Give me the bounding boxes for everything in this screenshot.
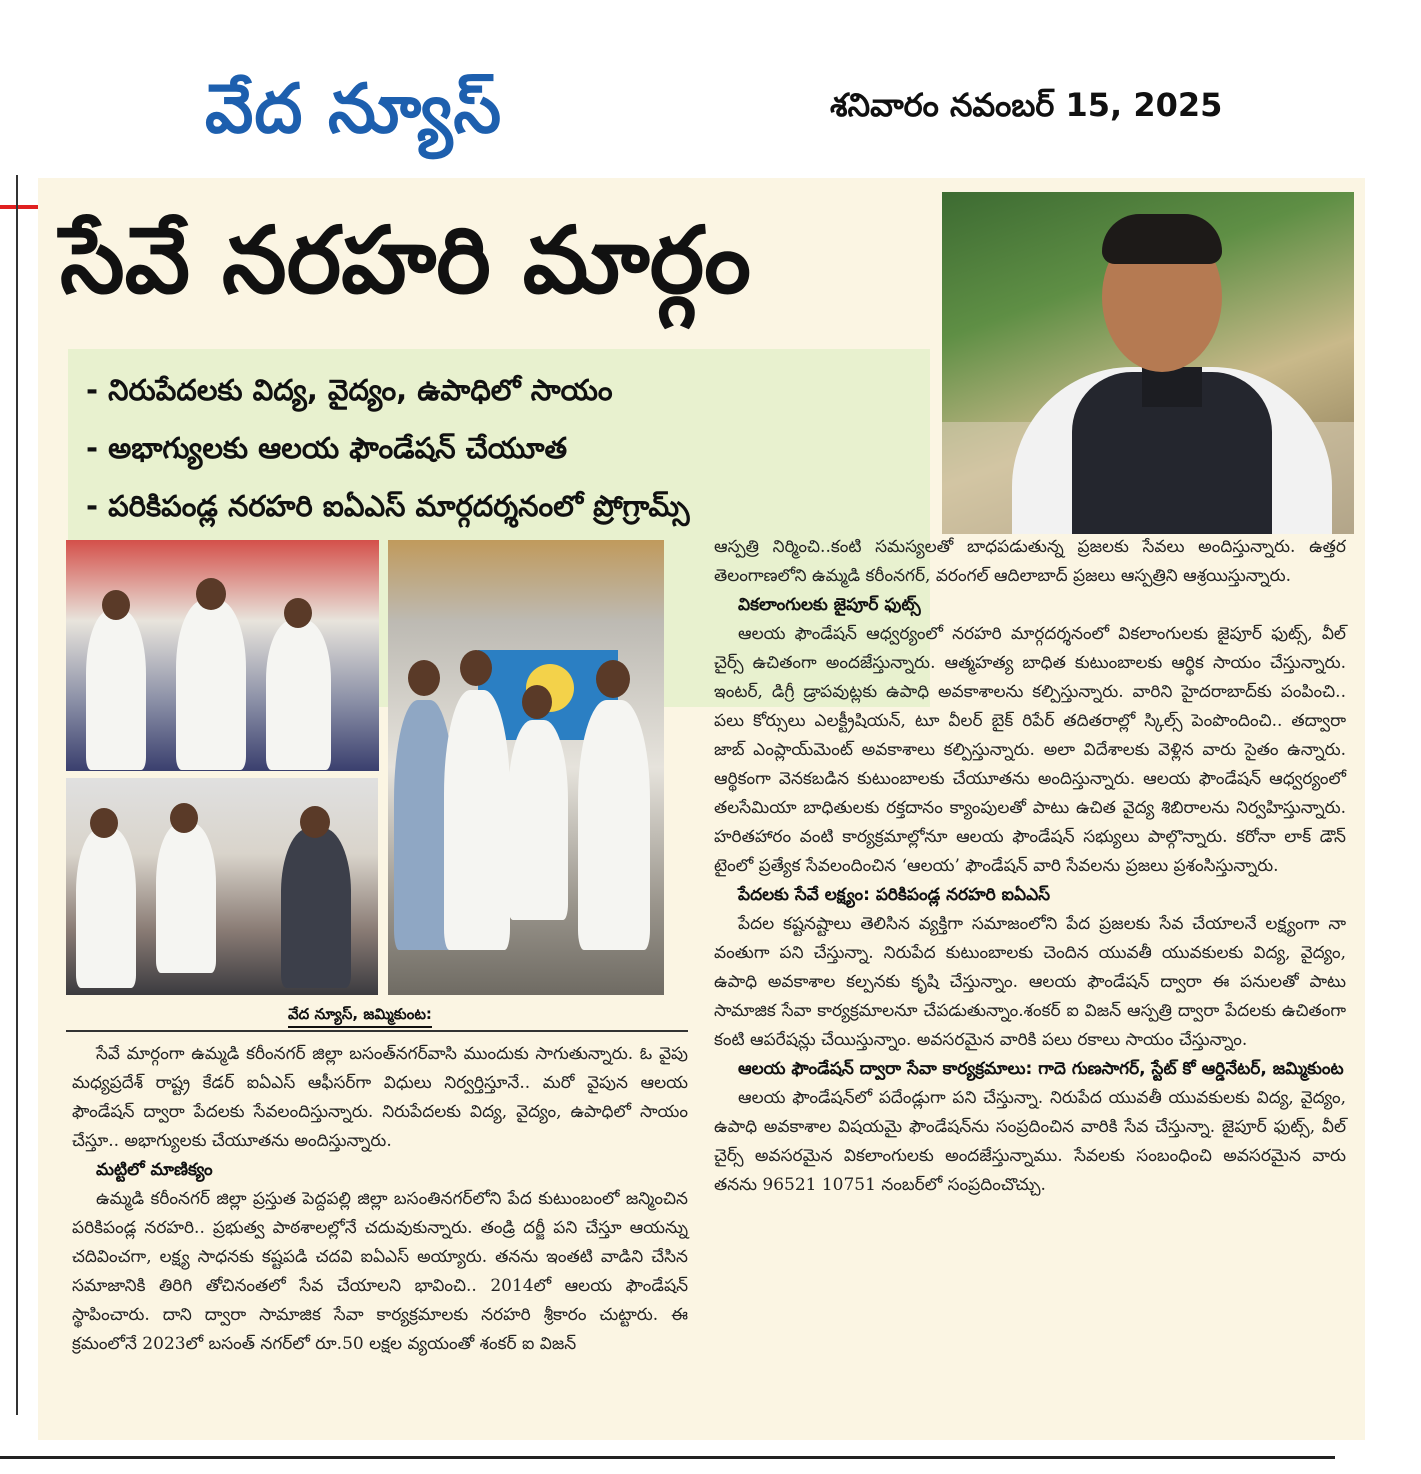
subhead: - అభాగ్యులకు ఆలయ ఫౌండేషన్ చేయూత: [86, 431, 568, 465]
newspaper-title: వేద న్యూస్: [205, 70, 503, 149]
body-paragraph: ఉమ్మడి కరీంనగర్ జిల్లా ప్రస్తుత పెద్దపల్లి జిల్లా బసంతినగర్‌లోని పేద కుటుంబంలో జన్మించిన పరికిపండ్ల నరహరి.. ప్రభుత్వ పాఠశాలల్లోనే చదువుకున్నారు. తండ్రి దర్జీ పని చేస్తూ ఆయన్ను చదివించగా, లక్ష్య సాధనకు కష్టపడి చదవి ఐఏఎస్ అయ్యారు. తనను ఇంతటి వాడిని చేసిన సమాజానికి తిరిగి తోచినంతలో సేవ చేయాలని భావించి.. 2014లో ఆలయ ఫౌండేషన్ స్థాపించారు. దాని ద్వారా సామాజిక సేవా కార్యక్రమాలకు నరహరి శ్రీకారం చుట్టారు. ఈ క్రమంలోనే 2023లో బసంత్ నగర్‌లో రూ.50 లక్షల వ్యయంతో శంకర్ ఐ విజన్: [72, 1189, 688, 1354]
event-photo-prosthetics: [66, 540, 379, 771]
body-paragraph: పేదల కష్టనష్టాలు తెలిసిన వ్యక్తిగా సమాజంలోని పేద ప్రజలకు సేవ చేయాలనే లక్ష్యంగా నా వంతుగా పని చేస్తున్నా. నిరుపేద కుటుంబాలకు చెందిన యువతీ యువకులకు విద్య, వైద్యం, ఉపాధి అవకాశాల కల్పనకు కృషి చేస్తున్నాం. ఆలయ ఫౌండేషన్ ద్వారా ఈ పనులతో పాటు సామాజిక సేవా కార్యక్రమాలనూ చేపడుతున్నాం.శంకర్ ఐ విజన్ ఆస్పత్రి ద్వారా పేదలకు ఉచితంగా కంటి ఆపరేషన్లు చేయిస్తున్నాం. అవసరమైన వారికి పలు రకాలు సాయం చేస్తున్నాం.: [714, 914, 1346, 1050]
event-photo-wheelchairs: [66, 778, 378, 995]
article-headline: సేవే నరహరి మార్గం: [60, 207, 751, 314]
right-column: [714, 533, 1346, 1200]
section-heading: ఆలయ ఫౌండేషన్ ద్వారా సేవా కార్యక్రమాలు: గాదె గుణసాగర్, స్టేట్ కో ఆర్డినేటర్, జమ్మికుంట: [738, 1059, 1344, 1079]
article: [38, 178, 1365, 1440]
section-heading: పేదలకు సేవే లక్ష్యం: పరికిపండ్ల నరహరి ఐఏఎస్: [738, 885, 1051, 905]
body-paragraph: ఆస్పత్రి నిర్మించి..కంటి సమస్యలతో బాధపడుతున్న ప్రజలకు సేవలు అందిస్తున్నారు. ఉత్తర తెలంగాణలోని ఉమ్మడి కరీంనగర్, వరంగల్ ఆదిలాబాద్ ప్రజలు ఆస్పత్రిని ఆశ్రయిస్తున్నారు.: [714, 537, 1346, 586]
body-paragraph: ఆలయ ఫౌండేషన్ ఆధ్వర్యంలో నరహరి మార్గదర్శనంలో వికలాంగులకు జైపూర్ ఫుట్స్, వీల్ చైర్స్ ఉచితంగా అందజేస్తున్నారు. ఆత్మహత్య బాధిత కుటుంబాలకు ఆర్థిక సాయం చేస్తున్నారు. ఇంటర్, డిగ్రీ డ్రాపవుట్లకు ఉపాధి అవకాశాలను కల్పిస్తున్నారు. వారిని హైదరాబాద్‌కు పంపించి.. పలు కోర్సులు ఎలక్ట్రీషియన్, టూ వీలర్ బైక్ రిపేర్ తదితరాల్లో స్కిల్స్ పెంపొందించి.. తద్వారా జాబ్ ఎంప్లాయ్‌మెంట్ అవకాశాలు కల్పిస్తున్నారు. అలా విదేశాలకు వెళ్లిన వారు సైతం ఉన్నారు. ఆర్థికంగా వెనకబడిన కుటుంబాలకు చేయూతను అందిస్తున్నారు. ఆలయ ఫౌండేషన్ ఆధ్వర్యంలో తలసేమియా బాధితులకు రక్తదానం క్యాంపులతో పాటు ఉచిత వైద్య శిబిరాలను నిర్వహిస్తున్నారు. హరితహారం వంటి కార్యక్రమాల్లోనూ ఆలయ ఫౌండేషన్ సభ్యులు పాల్గొన్నారు. కరోనా లాక్ డౌన్ టైంలో ప్రత్యేక సేవలందించిన ‘ఆలయ’ ఫౌండేషన్ వారి సేవలను ప్రజలు ప్రశంసిస్తున్నారు.: [714, 624, 1346, 876]
caption-divider: [66, 1030, 688, 1032]
section-heading: మట్టిలో మాణిక్యం: [96, 1160, 213, 1180]
masthead: [0, 60, 1365, 150]
photo-caption: వేద న్యూస్, జమ్మికుంట:: [288, 1000, 432, 1028]
issue-date: శనివారం నవంబర్ 15, 2025: [830, 86, 1223, 124]
column-divider: [16, 175, 18, 1415]
subhead: - నిరుపేదలకు విద్య, వైద్యం, ఉపాధిలో సాయం: [86, 373, 613, 407]
left-column: [72, 1040, 688, 1359]
body-paragraph: సేవే మార్గంగా ఉమ్మడి కరీంనగర్ జిల్లా బసంత్‌నగర్‌వాసి ముందుకు సాగుతున్నారు. ఓ వైపు మధ్యప్రదేశ్ రాష్ట్ర కేడర్ ఐఏఎస్ ఆఫీసర్‌గా విధులు నిర్వర్తిస్తూనే.. మరో వైపున ఆలయ ఫౌండేషన్ ద్వారా పేదలకు సేవలందిస్తున్నారు. నిరుపేదలకు విద్య, వైద్యం, ఉపాధిలో సాయం చేస్తూ.. అభాగ్యులకు చేయూతను అందిస్తున్నారు.: [72, 1044, 688, 1151]
portrait-photo: [942, 192, 1354, 534]
subhead: - పరికిపండ్ల నరహరి ఐఏఎస్ మార్గదర్శనంలో ప్రోగ్రామ్స్: [86, 489, 690, 523]
event-photo-group: [388, 540, 664, 995]
section-heading: వికలాంగులకు జైపూర్ ఫుట్స్: [738, 595, 921, 615]
body-paragraph: ఆలయ ఫౌండేషన్‌లో పదేండ్లుగా పని చేస్తున్నా. నిరుపేద యువతీ యువకులకు విద్య, వైద్యం, ఉపాధి అవకాశాల విషయమై ఫౌండేషన్‌ను సంప్రదించిన వారికి సేవ చేస్తున్నా. జైపూర్ ఫుట్స్, వీల్ చైర్స్ అవసరమైన వికలాంగులకు అందజేస్తున్నాము. సేవలకు సంబంధించి అవసరమైన వారు తనను 96521 10751 నంబర్‌లో సంప్రదించొచ్చు.: [714, 1088, 1346, 1195]
page-bottom-divider: [0, 1456, 1335, 1459]
